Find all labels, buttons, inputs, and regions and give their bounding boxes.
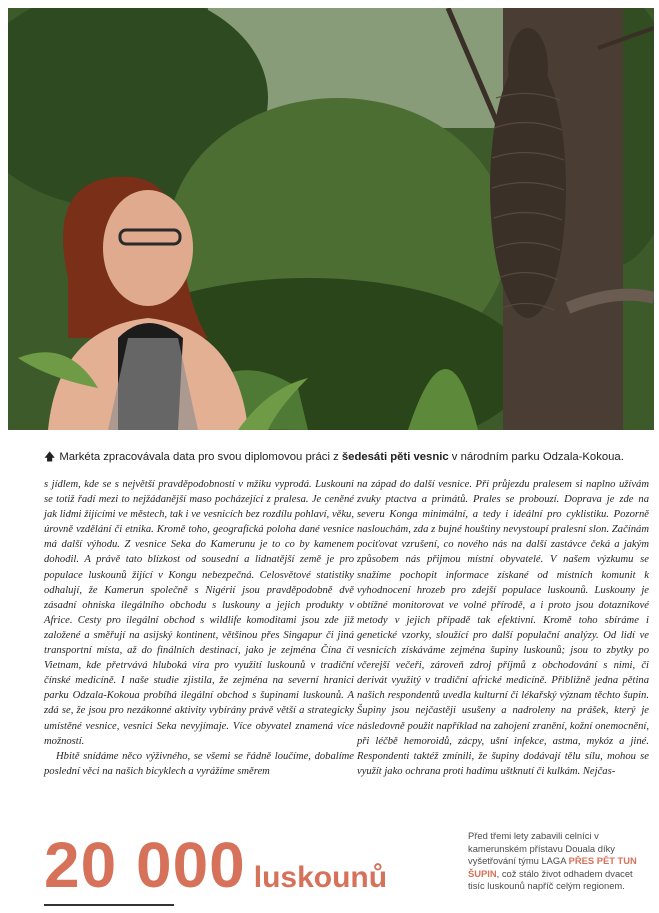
pullquote-number: 20 000 (44, 829, 246, 901)
hero-photo (8, 8, 654, 430)
paragraph: Hbitě snídáme něco výživného, se všemi se řádně loučíme, dobalíme poslední věci na našich bicyklech a vyrážíme směrem (44, 750, 354, 777)
photo-illustration (8, 8, 654, 430)
article-column-right (357, 477, 649, 779)
paragraph: na západ do další vesnice. Při průjezdu pralesem si naplno užívám zvuky ptactva a primátů. Prales se probouzí. Doprava je zde na severu Konga minimální, a tedy i ideální pro cyklistiku. Pozorně naslouchám, zda z bujné houštiny nevystoupí pralesní slon. Začínám pociťovat vzrušení, co nového nás na další zastávce čeká a jakým způsobem nás přijmou místní obyvatelé. V našem výzkumu se snažíme pochopit informace získané od místních komunit k vyhodnocení hrozeb pro zdejší populace luskounů. Luskouny je obtížné monitorovat ve volné přírodě, a i proto jsou dotazníkové metody v jejich případě tak efektivní. Kromě toho sbíráme i genetické vzorky, sloužící pro další populační analýzy. Od lidí ve vesnicích získáváme zejména šupiny luskounů; jsou to zbytky po včerejší večeři, zároveň zdroj příjmů z obchodování s nimi, či derivát využitý v tradiční africké medicíně. Přibližně jedna pětina našich respondentů uvedla kulturní či lékařský význam těchto šupin. Šupiny jsou nejčastěji usušeny a nadroleny na prášek, který je následovně použit například na zahojení zranění, kožní onemocnění, při léčbě hemoroidů, zácpy, ušní infekce, astma, mykóz a jiné. Respondenti taktéž zmínili, že šupiny dodávají tělu sílu, mohou se využít jako ochrana proti hadímu uštknutí či kulkám. Nejčas- (357, 479, 649, 777)
side-note (468, 830, 650, 893)
note-text-end: , což stálo život odhadem dvacet tisíc luskounů napříč celým regionem. (468, 867, 633, 892)
caption-text-end: v národním parku Odzala-Kokoua. (448, 451, 624, 463)
article-column-left (44, 477, 354, 779)
page-footer-rule (44, 904, 174, 912)
note-text: Před třemi lety zabavili celníci v kamerunském přístavu Douala díky vyšetřování týmu LAGA (468, 830, 615, 867)
paragraph: s jídlem, kde se s největší pravděpodobností v mžiku vyprodá. Luskouni se totiž řadí mezi to nejžádanější maso pocházející z pralesa. Je ceněné jak lidmi žijícími ve městech, tak i ve vesnicích bez rozdílu pohlaví, věku, úrovně vzdělání či etnika. Kromě toho, geografická poloha dané vesnice má další výhodu. Z vesnice Seka do Kamerunu je to co by kamenem dohodil. A právě tato blízkost od sousední a lidnatější země je pro populace luskounů žijící v Kongu nebezpečná. Celosvětové statistiky odhalují, že Kamerun společně s Nigérií jsou pravděpodobně dvě zásadní ohniska ilegálního obchodu s luskouny a jejich produkty v Africe. Cesty pro ilegální obchod s wildlife komoditami jsou zde již založené a směřují na asijský kontinent, většinou přes Singapur či jiná transportní místa, až do finálních destinací, jako je zejména Čína či Vietnam, kde přetrvává hluboká víra pro využití luskounů v tradiční čínské medicíně. I naše studie zjistila, že zejména na severní hranici parku Odzala-Kokoua probíhá ilegální obchod s šupinami luskounů. A zdá se, že jsou pro nezákonné aktivity vybírány právě větší a strategicky umístěné vesnice, vesnici Seka nevyjímaje. Více obyvatel znamená více možností. (44, 479, 354, 747)
photo-caption (44, 448, 624, 467)
arrow-up-icon: 🡅 (44, 451, 56, 463)
caption-text: Markéta zpracovávala data pro svou diplomovou práci z (59, 451, 342, 463)
caption-highlight: šedesáti pěti vesnic (341, 451, 449, 463)
note-highlight: PŘES PĚT TUN ŠUPIN (468, 855, 637, 879)
pullquote (44, 828, 387, 902)
pullquote-word: luskounů (253, 861, 388, 894)
